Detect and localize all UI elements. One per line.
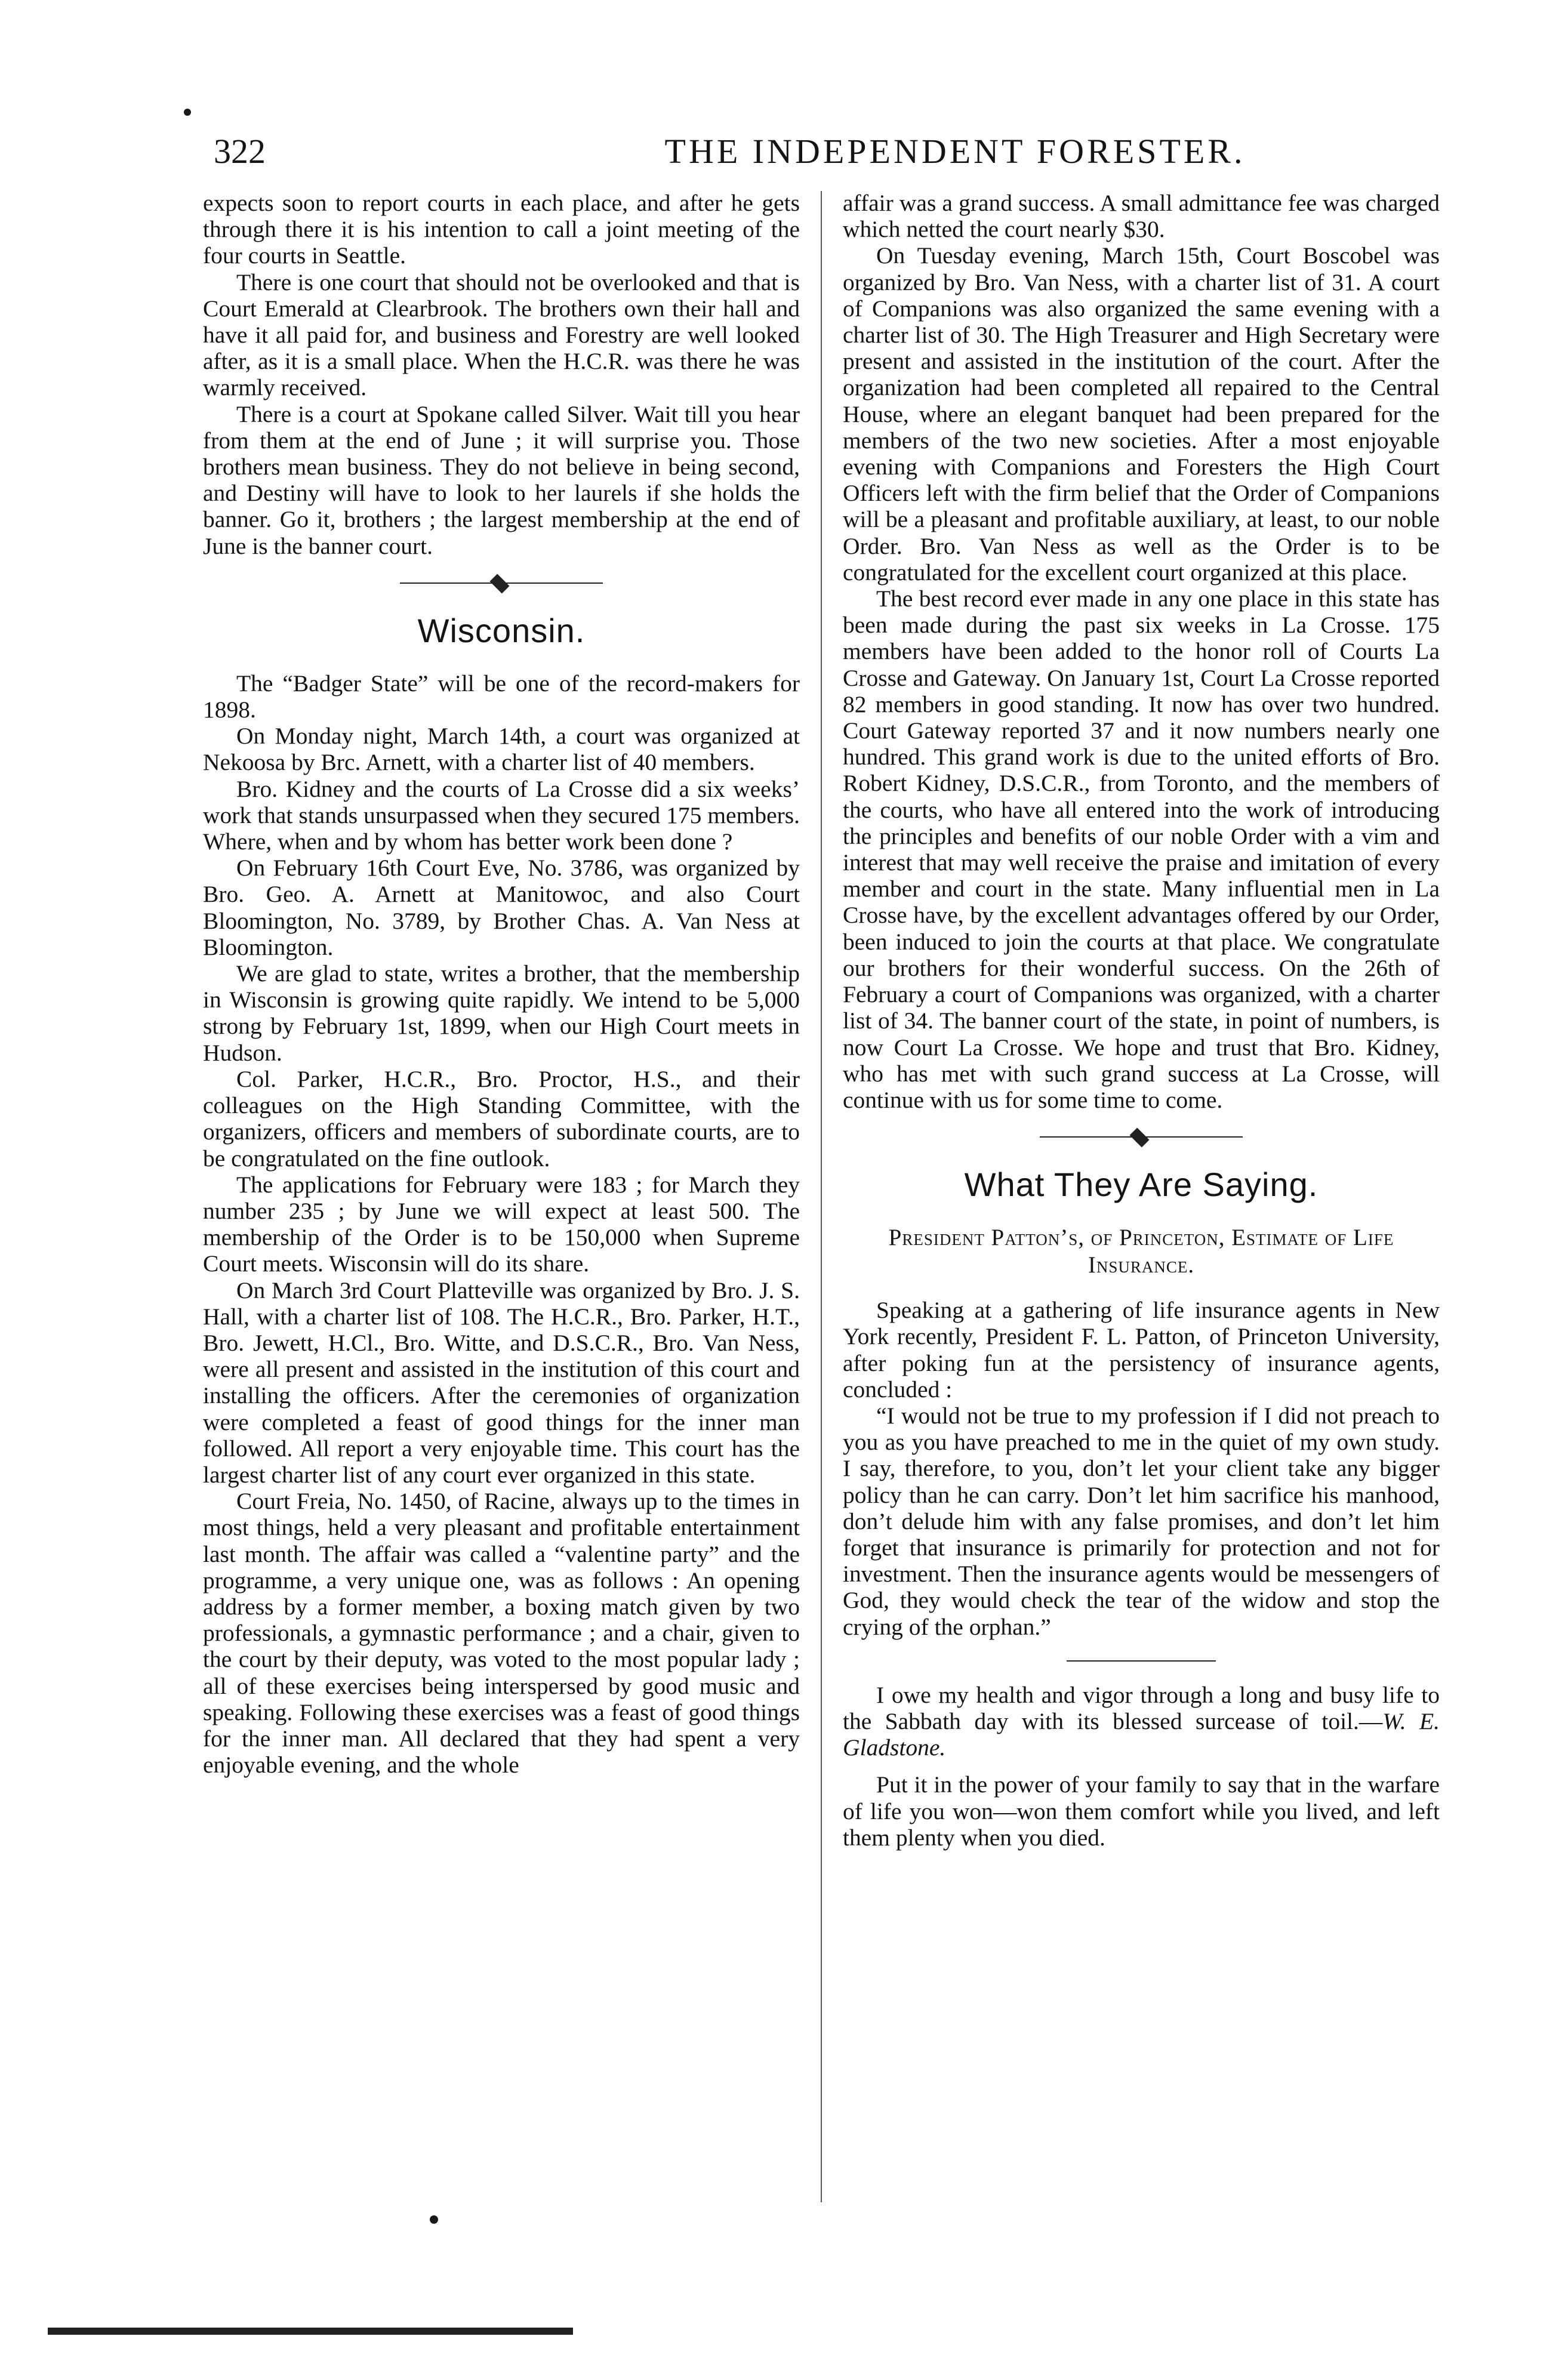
divider-rule [1067,1660,1216,1662]
running-title: THE INDEPENDENT FORESTER. [664,132,1246,171]
column-divider [821,191,822,2202]
page-number: 322 [214,132,266,171]
quote-text: I owe my health and vigor through a long and busy life to the Sabbath day with its blessed surcease of toil.— [843,1681,1440,1734]
section-subheading: President Patton’s, of Princeton, Estimate of Life Insurance. [888,1225,1394,1278]
scan-edge-bar [48,2328,573,2335]
paragraph: Put it in the power of your family to say that in the warfare of life you won—won them comfort while you lived, and left them plenty when you died. [843,1771,1440,1851]
section-heading-saying: What They Are Saying. [964,1166,1319,1204]
paragraph: Col. Parker, H.C.R., Bro. Proctor, H.S., and their colleagues on the High Standing Committee, with the organizers, officers and members of subordinate courts, are to be congratulated on the fine outlook. [203,1065,800,1172]
paragraph: The best record ever made in any one place in this state has been made during the past six weeks in La Crosse. 175 members have been added to the honor roll of Courts La Crosse and Gateway. On January 1st, Court La Crosse reported 82 members in good standing. It now has over two hundred. Court Gateway reported 37 and it now numbers nearly one hundred. This grand work is due to the united efforts of Bro. Robert Kidney, D.S.C.R., from Toronto, and the members of the courts, who have all entered into the work of introducing the principles and benefits of our noble Order with a vim and interest that may well receive the praise and imitation of every member and court in the state. Many influential men in La Crosse have, by the excellent advantages offered by our Order, been induced to join the courts at that place. We congratulate our brothers for their wonderful success. On the 26th of February a court of Companions was organized, with a charter list of 34. The banner court of the state, in point of numbers, is now Court La Crosse. We hope and trust that Bro. Kidney, who has met with such grand success at La Crosse, will continue with us for some time to come. [843,585,1440,1113]
ink-dot [430,2215,438,2224]
paragraph: On Monday night, March 14th, a court was organized at Nekoosa by Brc. Arnett, with a charter list of 40 members. [203,723,800,776]
paragraph: affair was a grand success. A small admittance fee was charged which netted the court nearly $30. [843,190,1440,243]
paragraph: On February 16th Court Eve, No. 3786, was organized by Bro. Geo. A. Arnett at Manitowoc, and also Court Bloomington, No. 3789, by Brother Chas. A. Van Ness at Bloomington. [203,855,800,960]
paragraph: On March 3rd Court Platteville was organized by Bro. J. S. Hall, with a charter list of 108. The H.C.R., Bro. Parker, H.T., Bro. Jewett, H.Cl., Bro. Witte, and D.S.C.R., Bro. Van Ness, were all present and assisted in the institution of this court and installing the officers. After the ceremonies of organization were completed a feast of good things for the inner man followed. All report a very enjoyable time. This court has the largest charter list of any court ever organized in this state. [203,1277,800,1488]
section-ornament [400,577,603,589]
paragraph: Bro. Kidney and the courts of La Crosse did a six weeks’ work that stands unsurpassed when they secured 175 members. Where, when and by whom has better work been done ? [203,775,800,855]
paragraph: Speaking at a gathering of life insurance agents in New York recently, President F. L. Patton, of Princeton University, after poking fun at the persistency of insurance agents, concluded : [843,1297,1440,1403]
quote-paragraph: “I would not be true to my profession if I did not preach to you as you have preached to me in the quiet of my own study. I say, therefore, to you, don’t let your client take any bigger policy than he can carry. Don’t let him sacrifice his manhood, don’t delude him with any false promises, and don’t let him forget that insurance is primarily for protection and not for investment. Then the insurance agents would be messengers of God, they would check the tear of the widow and stop the crying of the orphan.” [843,1402,1440,1640]
paragraph: The applications for February were 183 ; for March they number 235 ; by June we will expect at least 500. The membership of the Order is to be 150,000 when Supreme Court meets. Wisconsin will do its share. [203,1171,800,1277]
gladstone-quote [843,1682,1440,1761]
page-header [203,127,1444,181]
right-column [843,190,1440,1851]
paragraph: We are glad to state, writes a brother, that the membership in Wisconsin is growing quite rapidly. We intend to be 5,000 strong by February 1st, 1899, when our High Court meets in Hudson. [203,960,800,1066]
paragraph: There is a court at Spokane called Silver. Wait till you hear from them at the end of June ; it will surprise you. Those brothers mean business. They do not believe in being second, and Destiny will have to look to her laurels if she holds the banner. Go it, brothers ; the largest membership at the end of June is the banner court. [203,400,800,559]
paragraph: Court Freia, No. 1450, of Racine, always up to the times in most things, held a very pleasant and profitable entertainment last month. The affair was called a “valentine party” and the programme, a very unique one, was as follows : An opening address by a former member, a boxing match given by two professionals, a gymnastic performance ; and a chair, given to the court by their deputy, was voted to the most popular lady ; all of these exercises being interspersed by good music and speaking. Following these exercises was a feast of good things for the inner man. All declared that they had spent a very enjoyable evening, and the whole [203,1488,800,1779]
paragraph: There is one court that should not be overlooked and that is Court Emerald at Clearbrook. The brothers own their hall and have it all paid for, and business and Forestry are well looked after, as it is a small place. When the H.C.R. was there he was warmly received. [203,269,800,401]
paragraph: expects soon to report courts in each place, and after he gets through there it is his intention to call a joint meeting of the four courts in Seattle. [203,190,800,269]
quote-signature: W. E. Gladstone. [843,1707,1440,1761]
left-column [203,190,800,1778]
section-heading-wisconsin: Wisconsin. [417,611,586,649]
paragraph: The “Badger State” will be one of the record-makers for 1898. [203,670,800,723]
ink-dot [184,109,191,116]
section-ornament [1040,1131,1243,1143]
paragraph: On Tuesday evening, March 15th, Court Boscobel was organized by Bro. Van Ness, with a charter list of 31. A court of Companions was also organized the same evening with a charter list of 30. The High Treasurer and High Secretary were present and assisted in the institution of the court. After the organization had been completed all repaired to the Central House, where an elegant banquet had been prepared for the members of the two new societies. After a most enjoyable evening with Companions and Foresters the High Court Officers left with the firm belief that the Order of Companions will be a pleasant and profitable auxiliary, at least, to our noble Order. Bro. Van Ness as well as the Order is to be congratulated for the excellent court organized at this place. [843,242,1440,585]
